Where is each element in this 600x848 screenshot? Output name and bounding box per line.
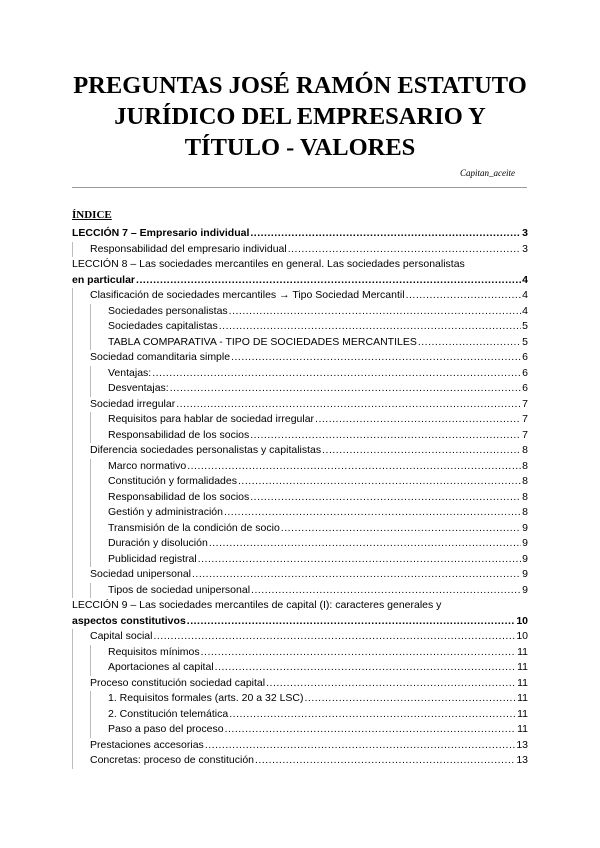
toc-entry-page: 11 <box>517 676 528 689</box>
toc-entry[interactable] <box>72 474 528 490</box>
toc-entry[interactable] <box>72 753 528 769</box>
toc-entry-page: 7 <box>522 428 528 441</box>
toc-entry-label: Ventajas: <box>108 366 152 379</box>
toc-entry-label: Requisitos para hablar de sociedad irregular <box>108 413 315 425</box>
toc-entry-page: 11 <box>517 692 528 704</box>
toc-entry-label: Responsabilidad del empresario individual <box>90 242 287 255</box>
toc-entry-page: 6 <box>522 351 528 363</box>
toc-entry[interactable] <box>72 707 528 723</box>
toc-entry-label: Marco normativo <box>108 459 187 472</box>
toc-entry[interactable] <box>72 676 528 692</box>
toc-entry-page: 9 <box>522 537 528 549</box>
toc-leader-dots <box>205 738 516 754</box>
toc-entry-label: Concretas: proceso de constitución <box>90 754 255 766</box>
toc-entry-page: 8 <box>522 506 528 518</box>
toc-entry-label: Responsabilidad de los socios <box>108 490 250 503</box>
toc-entry-page: 9 <box>522 583 528 596</box>
toc-entry[interactable] <box>72 583 528 599</box>
toc-entry-page: 11 <box>517 645 528 658</box>
toc-entry-page: 8 <box>522 475 528 487</box>
toc-entry[interactable] <box>72 536 528 552</box>
toc-entry-page: 4 <box>522 289 528 301</box>
toc-leader-dots <box>231 350 521 366</box>
toc-entry[interactable] <box>72 366 528 382</box>
toc-entry-page: 7 <box>522 397 528 410</box>
toc-entry-page: 11 <box>517 723 528 735</box>
toc-entry-page: 4 <box>522 273 528 286</box>
toc-entry-label: 2. Constitución telemática <box>108 707 229 720</box>
document-title <box>40 70 560 163</box>
toc-entry-page: 8 <box>522 444 528 456</box>
toc-entry[interactable] <box>72 567 528 583</box>
title-line-2: JURÍDICO DEL EMPRESARIO Y <box>114 103 486 130</box>
toc-entry[interactable] <box>72 381 528 397</box>
toc-entry[interactable] <box>72 242 528 258</box>
toc-leader-dots <box>209 536 521 552</box>
toc-leader-dots <box>176 397 521 413</box>
toc-entry[interactable] <box>72 660 528 676</box>
toc-leader-dots <box>187 459 521 475</box>
toc-entry-label-line1: LECCIÓN 8 – Las sociedades mercantiles en general. Las sociedades personalistas <box>72 258 465 270</box>
toc-leader-dots <box>219 319 521 335</box>
author-signature: Capitan_aceite <box>460 168 515 178</box>
toc-entry[interactable] <box>72 459 528 475</box>
toc-leader-dots <box>215 660 516 676</box>
toc-entry[interactable] <box>72 629 528 645</box>
toc-leader-dots <box>406 288 522 304</box>
toc-leader-dots <box>187 614 516 630</box>
toc-entry-label: Transmisión de la condición de socio <box>108 521 280 534</box>
toc-entry-page: 4 <box>522 304 528 317</box>
toc-leader-dots <box>305 691 517 707</box>
toc-entry-label: Diferencia sociedades personalistas y capitalistas <box>90 444 322 456</box>
toc-entry-page: 3 <box>522 242 528 255</box>
toc-entry-page: 10 <box>516 630 528 642</box>
table-of-contents <box>72 226 528 769</box>
toc-entry-label: Constitución y formalidades <box>108 475 237 487</box>
toc-entry[interactable] <box>72 738 528 754</box>
toc-entry[interactable] <box>72 304 528 320</box>
toc-leader-dots <box>229 304 521 320</box>
toc-entry[interactable] <box>72 521 528 537</box>
toc-leader-dots <box>255 753 515 769</box>
toc-entry[interactable] <box>72 598 528 629</box>
toc-leader-dots <box>153 629 515 645</box>
toc-entry-page: 5 <box>522 335 528 348</box>
toc-entry-label: Duración y disolución <box>108 537 208 549</box>
toc-leader-dots <box>315 412 521 428</box>
toc-leader-dots <box>152 366 521 382</box>
toc-entry-label: Paso a paso del proceso <box>108 723 224 735</box>
toc-entry-label: Gestión y administración <box>108 506 223 518</box>
toc-entry-label: Aportaciones al capital <box>108 661 214 673</box>
toc-entry-page: 6 <box>522 366 528 379</box>
toc-entry-label: Sociedad comanditaria simple <box>90 351 231 363</box>
toc-entry-label: Sociedad unipersonal <box>90 568 191 580</box>
toc-entry[interactable] <box>72 645 528 661</box>
title-line-1: PREGUNTAS JOSÉ RAMÓN ESTATUTO <box>73 72 527 99</box>
toc-entry-page: 9 <box>522 552 528 565</box>
toc-entry-label: Sociedades capitalistas <box>108 320 218 332</box>
toc-leader-dots <box>198 552 521 568</box>
toc-entry-page: 6 <box>522 382 528 394</box>
toc-entry-page: 10 <box>516 614 528 627</box>
toc-leader-dots <box>224 505 521 521</box>
toc-entry-label: Prestaciones accesorias <box>90 738 204 751</box>
toc-leader-dots <box>288 242 521 258</box>
toc-entry[interactable] <box>72 397 528 413</box>
toc-entry[interactable] <box>72 257 528 288</box>
toc-leader-dots <box>250 226 521 242</box>
toc-entry-page: 9 <box>522 521 528 534</box>
toc-leader-dots <box>322 443 521 459</box>
toc-entry[interactable] <box>72 505 528 521</box>
toc-entry[interactable] <box>72 350 528 366</box>
toc-entry-page: 8 <box>522 490 528 503</box>
toc-entry-page: 8 <box>522 459 528 472</box>
header-divider <box>72 187 527 188</box>
title-line-3: TÍTULO - VALORES <box>184 134 416 161</box>
toc-entry-label: Requisitos mínimos <box>108 645 200 658</box>
toc-entry-page: 13 <box>516 754 528 766</box>
toc-entry[interactable] <box>72 226 528 242</box>
toc-entry-label: Clasificación de sociedades mercantiles → Tipo Sociedad Mercantil <box>90 289 405 301</box>
toc-entry-label: en particular <box>72 273 136 286</box>
toc-entry-label: Sociedades personalistas <box>108 304 228 317</box>
toc-entry-page: 13 <box>516 738 528 751</box>
toc-entry[interactable] <box>72 288 528 304</box>
toc-entry-page: 5 <box>522 320 528 332</box>
toc-entry[interactable] <box>72 490 528 506</box>
toc-leader-dots <box>136 273 521 289</box>
toc-leader-dots <box>229 707 516 723</box>
toc-leader-dots <box>238 474 521 490</box>
toc-entry-label: Sociedad irregular <box>90 397 176 410</box>
toc-entry-label: Proceso constitución sociedad capital <box>90 676 266 689</box>
toc-leader-dots <box>170 381 521 397</box>
toc-entry[interactable] <box>72 335 528 351</box>
toc-entry-label: LECCIÓN 7 – Empresario individual <box>72 227 250 239</box>
toc-entry[interactable] <box>72 428 528 444</box>
toc-leader-dots <box>418 335 521 351</box>
toc-leader-dots <box>266 676 516 692</box>
toc-entry-label-line1: LECCIÓN 9 – Las sociedades mercantiles de capital (I): caracteres generales y <box>72 599 442 611</box>
toc-entry-page: 9 <box>522 568 528 580</box>
toc-leader-dots <box>281 521 521 537</box>
toc-entry[interactable] <box>72 412 528 428</box>
toc-leader-dots <box>192 567 521 583</box>
toc-entry-label: Desventajas: <box>108 382 169 394</box>
toc-leader-dots <box>225 722 517 738</box>
toc-entry[interactable] <box>72 319 528 335</box>
toc-entry-page: 11 <box>517 661 528 673</box>
toc-entry[interactable] <box>72 552 528 568</box>
toc-entry-page: 11 <box>517 707 528 720</box>
toc-entry-label: 1. Requisitos formales (arts. 20 a 32 LSC) <box>108 692 304 704</box>
toc-entry[interactable] <box>72 722 528 738</box>
toc-entry-label: Tipos de sociedad unipersonal <box>108 583 251 596</box>
toc-leader-dots <box>250 428 521 444</box>
toc-entry[interactable] <box>72 443 528 459</box>
toc-entry-label: aspectos constitutivos <box>72 614 186 627</box>
toc-leader-dots <box>250 490 521 506</box>
toc-entry-label: TABLA COMPARATIVA - TIPO DE SOCIEDADES MERCANTILES <box>108 335 417 348</box>
toc-leader-dots <box>201 645 516 661</box>
toc-entry-label: Responsabilidad de los socios <box>108 428 250 441</box>
toc-entry[interactable] <box>72 691 528 707</box>
toc-entry-page: 3 <box>522 227 528 239</box>
toc-entry-page: 7 <box>522 413 528 425</box>
toc-heading: ÍNDICE <box>72 209 112 221</box>
toc-entry-label: Publicidad registral <box>108 552 197 565</box>
toc-leader-dots <box>251 583 521 599</box>
toc-entry-label: Capital social <box>90 630 153 642</box>
